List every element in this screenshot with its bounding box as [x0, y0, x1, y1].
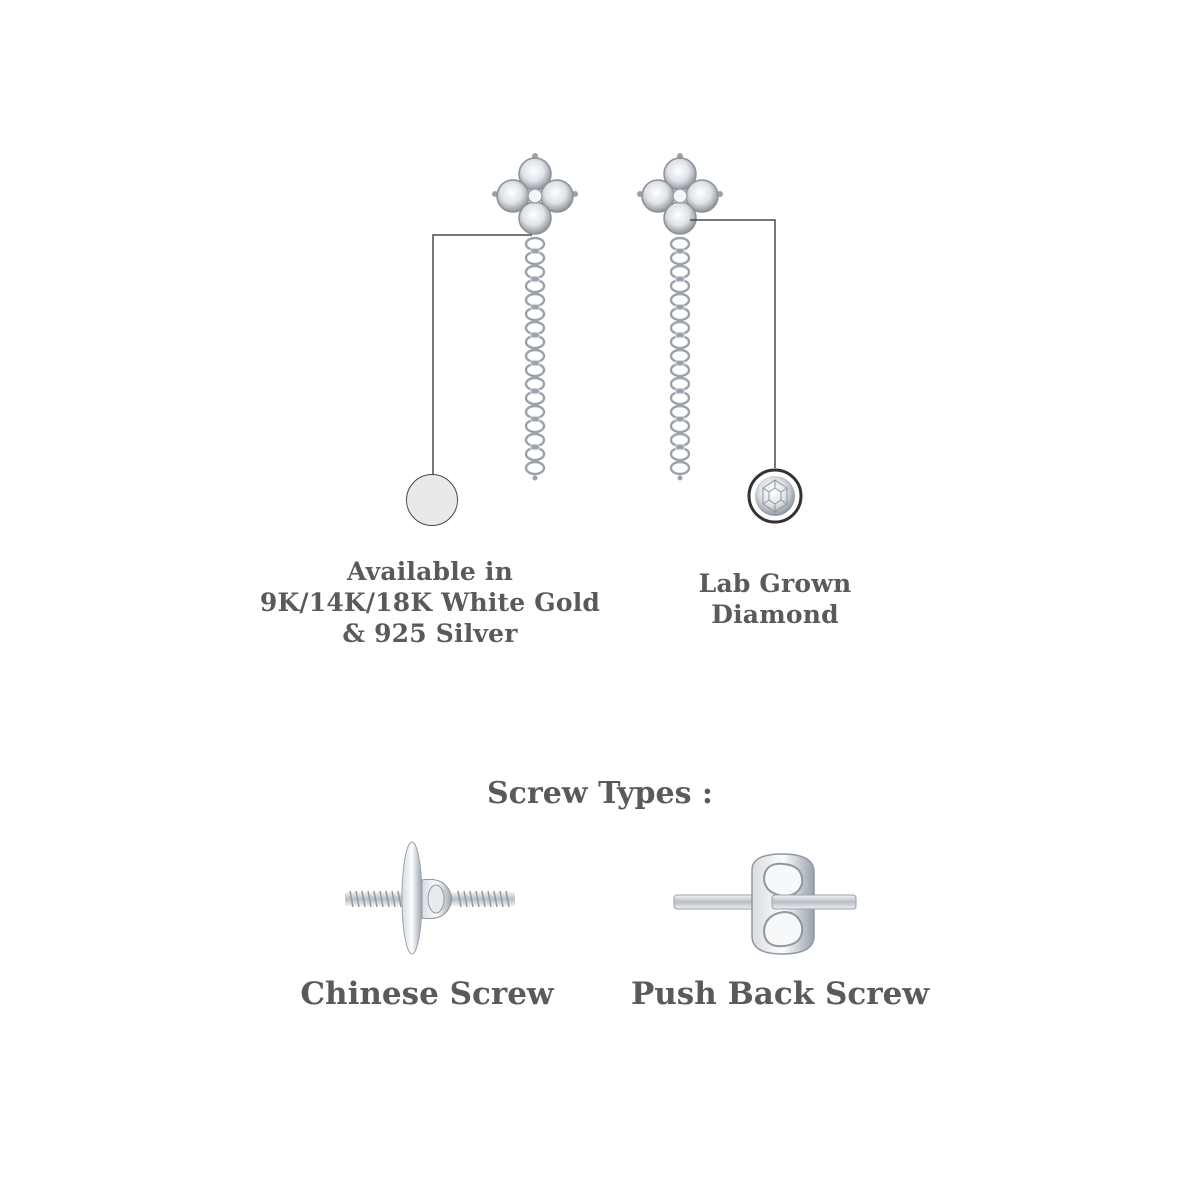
metal-label-line-1: Available in: [347, 557, 513, 586]
chinese-screw-icon: [340, 838, 520, 958]
metal-label-line-2: 9K/14K/18K White Gold: [259, 588, 601, 617]
chinese-screw-label: Chinese Screw: [300, 976, 554, 1012]
stone-label-line-2: Diamond: [711, 600, 839, 629]
push-back-screw-label: Push Back Screw: [630, 976, 930, 1012]
diamond-swatch-icon: [747, 468, 803, 524]
stone-label-line-1: Lab Grown: [698, 569, 852, 598]
metal-label-line-3: & 925 Silver: [342, 619, 518, 648]
stone-type-label: [650, 568, 900, 630]
metal-availability-label: [250, 556, 610, 649]
metal-swatch-icon: [406, 474, 458, 526]
push-back-screw-icon: [672, 850, 872, 960]
metal-callout-line: [433, 235, 532, 478]
stone-callout-line: [690, 220, 775, 468]
screw-types-heading: Screw Types :: [486, 776, 714, 811]
